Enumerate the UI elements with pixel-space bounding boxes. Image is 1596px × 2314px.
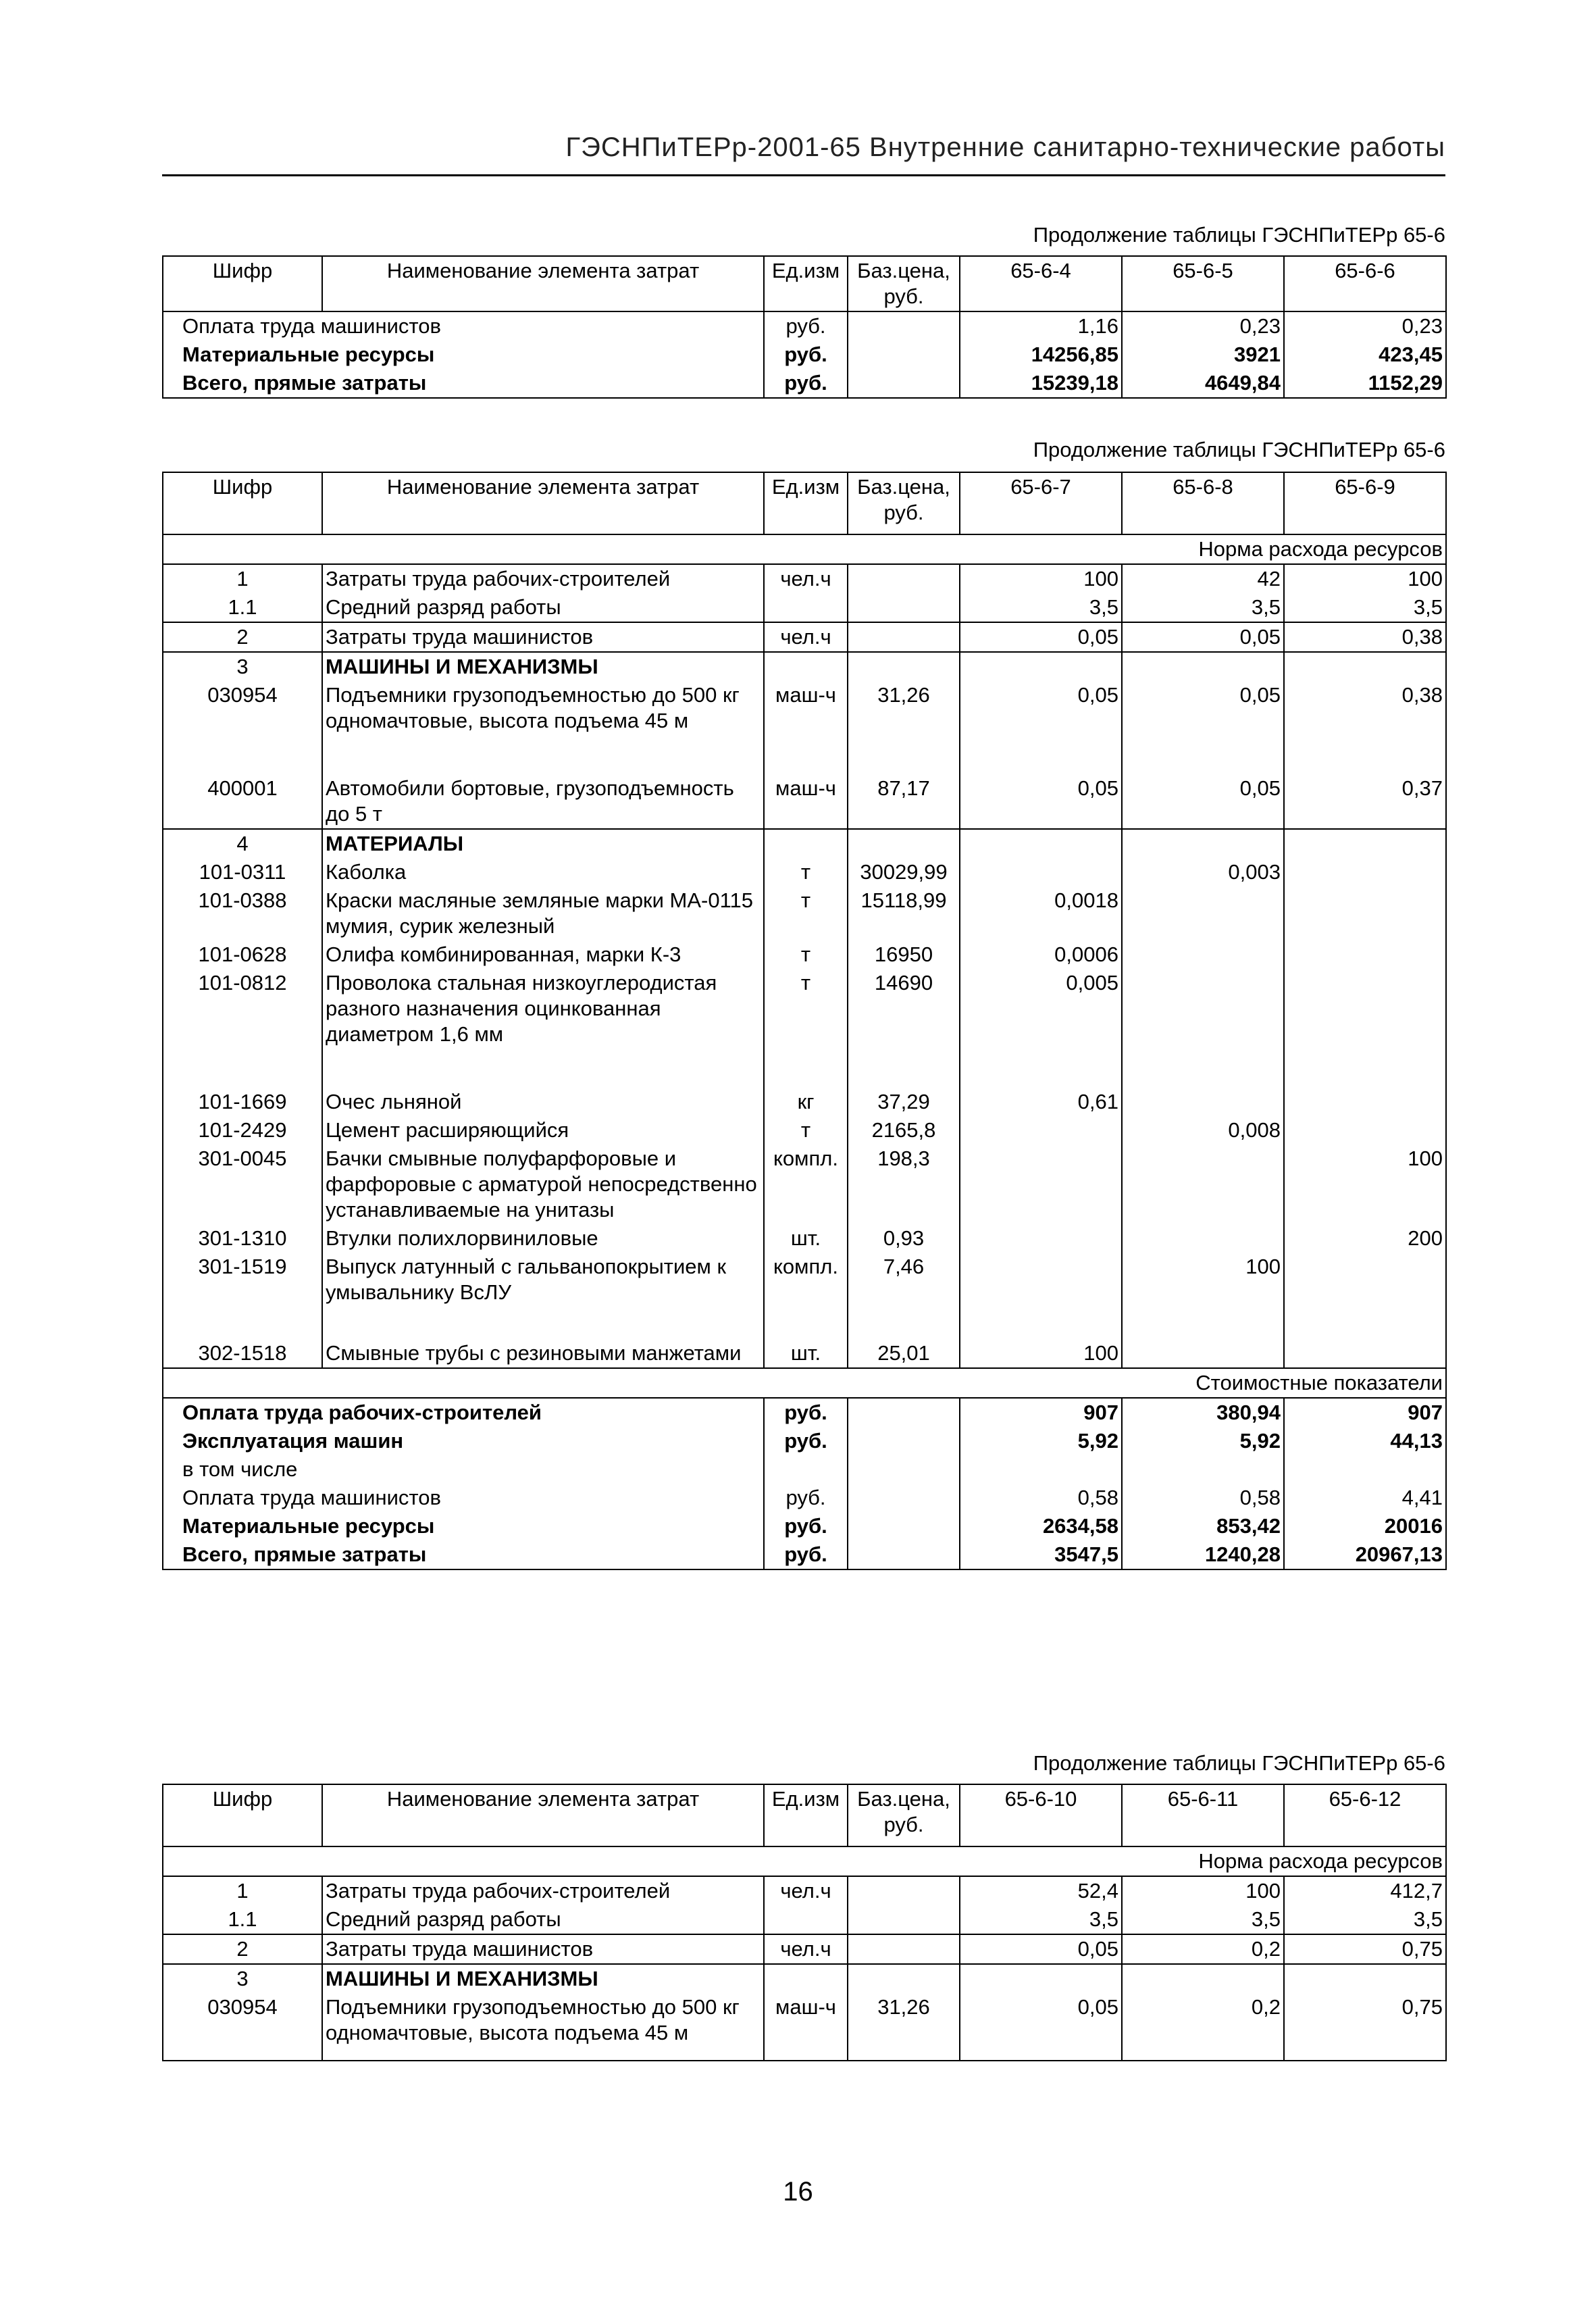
row-name: Подъемники грузоподъемностью до 500 кг одномачтовые, высота подъема 45 м bbox=[322, 681, 764, 774]
row-unit: руб. bbox=[764, 1484, 848, 1512]
row-value bbox=[1122, 940, 1284, 969]
row-value: 853,42 bbox=[1122, 1512, 1284, 1540]
row-value: 44,13 bbox=[1284, 1427, 1446, 1455]
norm-label: Норма расхода ресурсов bbox=[163, 1846, 1446, 1876]
row-value bbox=[1284, 858, 1446, 886]
row-price: 2165,8 bbox=[848, 1116, 960, 1145]
header-code: Шифр bbox=[163, 1784, 322, 1846]
row-value: 0,38 bbox=[1284, 622, 1446, 652]
row-code: 4 bbox=[163, 829, 322, 858]
row-unit bbox=[764, 593, 848, 622]
table-row bbox=[163, 1484, 1446, 1512]
table-row bbox=[163, 1339, 1446, 1368]
table-row bbox=[163, 1398, 1446, 1427]
row-value: 0,05 bbox=[960, 681, 1122, 774]
row-price bbox=[848, 1876, 960, 1905]
row-name: Оплата труда машинистов bbox=[163, 311, 764, 341]
table-row bbox=[163, 886, 1446, 940]
row-price: 37,29 bbox=[848, 1088, 960, 1116]
row-price: 16950 bbox=[848, 940, 960, 969]
row-unit: руб. bbox=[764, 311, 848, 341]
section-row bbox=[163, 652, 1446, 681]
header-col-2: 65-6-5 bbox=[1122, 256, 1284, 311]
row-unit: т bbox=[764, 858, 848, 886]
row-unit: чел.ч bbox=[764, 1934, 848, 1964]
row-code: 101-2429 bbox=[163, 1116, 322, 1145]
table1-header-row bbox=[163, 256, 1446, 311]
row-value: 3,5 bbox=[960, 1905, 1122, 1934]
row-value: 0,2 bbox=[1122, 1934, 1284, 1964]
row-value: 907 bbox=[960, 1398, 1122, 1427]
row-value: 0,23 bbox=[1284, 311, 1446, 341]
row-name: Подъемники грузоподъемностью до 500 кг одномачтовые, высота подъема 45 м bbox=[322, 1993, 764, 2061]
row-value: 0,58 bbox=[960, 1484, 1122, 1512]
row-value: 380,94 bbox=[1122, 1398, 1284, 1427]
row-value: 100 bbox=[1284, 564, 1446, 593]
row-name: Материальные ресурсы bbox=[163, 341, 764, 369]
row-value: 3,5 bbox=[1122, 593, 1284, 622]
row-unit: маш-ч bbox=[764, 1993, 848, 2061]
row-unit: компл. bbox=[764, 1145, 848, 1224]
cost-label: Стоимостные показатели bbox=[163, 1368, 1446, 1398]
row-code: 3 bbox=[163, 1964, 322, 1993]
row-unit: руб. bbox=[764, 369, 848, 398]
table-row bbox=[163, 1993, 1446, 2061]
table-row bbox=[163, 341, 1446, 369]
row-name: Затраты труда рабочих-строителей bbox=[322, 1876, 764, 1905]
row-code: 101-0311 bbox=[163, 858, 322, 886]
table-row bbox=[163, 1088, 1446, 1116]
table-row bbox=[163, 1116, 1446, 1145]
row-value bbox=[1122, 1224, 1284, 1253]
row-value: 15239,18 bbox=[960, 369, 1122, 398]
row-name: Цемент расширяющийся bbox=[322, 1116, 764, 1145]
table-row bbox=[163, 1427, 1446, 1455]
row-name: Всего, прямые затраты bbox=[163, 369, 764, 398]
row-unit: шт. bbox=[764, 1224, 848, 1253]
table-row bbox=[163, 622, 1446, 652]
row-value bbox=[1122, 1339, 1284, 1368]
row-value: 0,61 bbox=[960, 1088, 1122, 1116]
row-value: 100 bbox=[1122, 1876, 1284, 1905]
table-row bbox=[163, 1512, 1446, 1540]
row-name: Затраты труда рабочих-строителей bbox=[322, 564, 764, 593]
row-unit: компл. bbox=[764, 1253, 848, 1339]
row-value: 0,05 bbox=[1122, 681, 1284, 774]
row-value: 0,75 bbox=[1284, 1934, 1446, 1964]
row-value bbox=[1284, 1088, 1446, 1116]
row-value: 1,16 bbox=[960, 311, 1122, 341]
table2-header-row bbox=[163, 472, 1446, 534]
row-name: Эксплуатация машин bbox=[163, 1427, 764, 1455]
row-value: 412,7 bbox=[1284, 1876, 1446, 1905]
row-price: 7,46 bbox=[848, 1253, 960, 1339]
row-name: Средний разряд работы bbox=[322, 1905, 764, 1934]
row-code: 2 bbox=[163, 622, 322, 652]
header-col-2: 65-6-8 bbox=[1122, 472, 1284, 534]
table3 bbox=[162, 1784, 1447, 2061]
row-value: 907 bbox=[1284, 1398, 1446, 1427]
row-name: Материальные ресурсы bbox=[163, 1512, 764, 1540]
table-row bbox=[163, 681, 1446, 774]
row-value: 0,0006 bbox=[960, 940, 1122, 969]
row-code: 1 bbox=[163, 564, 322, 593]
page-header-title: ГЭСНПиТЕРр-2001-65 Внутренние санитарно-технические работы bbox=[565, 132, 1445, 162]
row-price: 15118,99 bbox=[848, 886, 960, 940]
row-code: 101-0628 bbox=[163, 940, 322, 969]
row-value: 3,5 bbox=[1284, 593, 1446, 622]
row-price: 30029,99 bbox=[848, 858, 960, 886]
row-code: 3 bbox=[163, 652, 322, 681]
row-value bbox=[1122, 1088, 1284, 1116]
row-value: 3,5 bbox=[1122, 1905, 1284, 1934]
row-price bbox=[848, 622, 960, 652]
row-unit: чел.ч bbox=[764, 1876, 848, 1905]
row-name: Затраты труда машинистов bbox=[322, 622, 764, 652]
section-row bbox=[163, 829, 1446, 858]
section-row bbox=[163, 1368, 1446, 1398]
table-row bbox=[163, 1540, 1446, 1569]
row-unit: т bbox=[764, 886, 848, 940]
row-price bbox=[848, 1934, 960, 1964]
row-name: Олифа комбинированная, марки К-3 bbox=[322, 940, 764, 969]
header-price: Баз.цена, руб. bbox=[848, 1784, 960, 1846]
header-col-1: 65-6-10 bbox=[960, 1784, 1122, 1846]
row-value bbox=[960, 1145, 1122, 1224]
row-code: 301-0045 bbox=[163, 1145, 322, 1224]
row-name: Очес льняной bbox=[322, 1088, 764, 1116]
row-value bbox=[960, 858, 1122, 886]
row-name: Краски масляные земляные марки МА-0115 мумия, сурик железный bbox=[322, 886, 764, 940]
row-price: 25,01 bbox=[848, 1339, 960, 1368]
row-unit: руб. bbox=[764, 1540, 848, 1569]
table-row bbox=[163, 593, 1446, 622]
row-value: 4649,84 bbox=[1122, 369, 1284, 398]
row-value: 0,05 bbox=[1122, 622, 1284, 652]
row-price: 14690 bbox=[848, 969, 960, 1088]
row-unit: кг bbox=[764, 1088, 848, 1116]
table-row bbox=[163, 1934, 1446, 1964]
row-unit bbox=[764, 1905, 848, 1934]
row-code: 101-1669 bbox=[163, 1088, 322, 1116]
row-name: МАШИНЫ И МЕХАНИЗМЫ bbox=[322, 1964, 764, 1993]
row-unit: т bbox=[764, 1116, 848, 1145]
row-value: 0,05 bbox=[960, 774, 1122, 829]
page-number: 16 bbox=[783, 2177, 813, 2207]
row-name: Втулки полихлорвиниловые bbox=[322, 1224, 764, 1253]
header-col-1: 65-6-7 bbox=[960, 472, 1122, 534]
row-value: 200 bbox=[1284, 1224, 1446, 1253]
row-price: 0,93 bbox=[848, 1224, 960, 1253]
row-value: 100 bbox=[1122, 1253, 1284, 1339]
row-code: 301-1519 bbox=[163, 1253, 322, 1339]
row-value: 5,92 bbox=[1122, 1427, 1284, 1455]
row-name: Оплата труда рабочих-строителей bbox=[163, 1398, 764, 1427]
row-value: 0,003 bbox=[1122, 858, 1284, 886]
row-code: 2 bbox=[163, 1934, 322, 1964]
row-name: Смывные трубы с резиновыми манжетами bbox=[322, 1339, 764, 1368]
header-name: Наименование элемента затрат bbox=[322, 472, 764, 534]
table-row bbox=[163, 564, 1446, 593]
row-name: МАШИНЫ И МЕХАНИЗМЫ bbox=[322, 652, 764, 681]
row-value: 42 bbox=[1122, 564, 1284, 593]
row-value: 423,45 bbox=[1284, 341, 1446, 369]
row-price: 31,26 bbox=[848, 1993, 960, 2061]
section-row bbox=[163, 534, 1446, 564]
table-row bbox=[163, 1224, 1446, 1253]
row-code: 101-0812 bbox=[163, 969, 322, 1088]
row-value: 0,23 bbox=[1122, 311, 1284, 341]
row-value: 0,008 bbox=[1122, 1116, 1284, 1145]
row-unit: т bbox=[764, 969, 848, 1088]
row-price: 198,3 bbox=[848, 1145, 960, 1224]
row-value: 20016 bbox=[1284, 1512, 1446, 1540]
header-code: Шифр bbox=[163, 256, 322, 311]
row-value bbox=[1284, 1253, 1446, 1339]
row-code: 030954 bbox=[163, 1993, 322, 2061]
header-divider bbox=[162, 174, 1445, 176]
row-value: 3547,5 bbox=[960, 1540, 1122, 1569]
row-name: Каболка bbox=[322, 858, 764, 886]
row-value: 1240,28 bbox=[1122, 1540, 1284, 1569]
row-value: 0,05 bbox=[1122, 774, 1284, 829]
row-unit: маш-ч bbox=[764, 774, 848, 829]
row-name: Бачки смывные полуфарфоровые и фарфоровые с арматурой непосредственно устанавливаемые на унитазы bbox=[322, 1145, 764, 1224]
table1-caption: Продолжение таблицы ГЭСНПиТЕРр 65-6 bbox=[1033, 223, 1445, 247]
table-row bbox=[163, 369, 1446, 398]
header-name: Наименование элемента затрат bbox=[322, 1784, 764, 1846]
row-value: 3921 bbox=[1122, 341, 1284, 369]
row-code: 1.1 bbox=[163, 593, 322, 622]
row-value: 14256,85 bbox=[960, 341, 1122, 369]
table3-caption: Продолжение таблицы ГЭСНПиТЕРр 65-6 bbox=[1033, 1751, 1445, 1775]
row-value bbox=[1122, 886, 1284, 940]
row-code: 030954 bbox=[163, 681, 322, 774]
row-value: 0,2 bbox=[1122, 1993, 1284, 2061]
row-value: 100 bbox=[1284, 1145, 1446, 1224]
row-unit: руб. bbox=[764, 341, 848, 369]
header-col-3: 65-6-9 bbox=[1284, 472, 1446, 534]
row-code: 1.1 bbox=[163, 1905, 322, 1934]
table2 bbox=[162, 472, 1447, 1570]
row-unit: чел.ч bbox=[764, 622, 848, 652]
row-code: 301-1310 bbox=[163, 1224, 322, 1253]
row-value bbox=[1122, 1145, 1284, 1224]
row-value: 52,4 bbox=[960, 1876, 1122, 1905]
row-value: 0,0018 bbox=[960, 886, 1122, 940]
row-price: 31,26 bbox=[848, 681, 960, 774]
row-value bbox=[1284, 1339, 1446, 1368]
row-value: 4,41 bbox=[1284, 1484, 1446, 1512]
row-code: 302-1518 bbox=[163, 1339, 322, 1368]
row-value: 0,75 bbox=[1284, 1993, 1446, 2061]
row-value bbox=[960, 1116, 1122, 1145]
table-row bbox=[163, 1455, 1446, 1484]
row-unit: шт. bbox=[764, 1339, 848, 1368]
table-row bbox=[163, 940, 1446, 969]
table-row bbox=[163, 1253, 1446, 1339]
row-unit: руб. bbox=[764, 1512, 848, 1540]
row-unit: руб. bbox=[764, 1398, 848, 1427]
norm-label: Норма расхода ресурсов bbox=[163, 534, 1446, 564]
header-col-3: 65-6-12 bbox=[1284, 1784, 1446, 1846]
header-unit: Ед.изм bbox=[764, 1784, 848, 1846]
row-name: Автомобили бортовые, грузоподъемность до 5 т bbox=[322, 774, 764, 829]
row-name: Всего, прямые затраты bbox=[163, 1540, 764, 1569]
header-code: Шифр bbox=[163, 472, 322, 534]
header-col-2: 65-6-11 bbox=[1122, 1784, 1284, 1846]
header-price: Баз.цена, руб. bbox=[848, 256, 960, 311]
row-value bbox=[1284, 969, 1446, 1088]
row-price bbox=[848, 593, 960, 622]
table-row bbox=[163, 311, 1446, 341]
row-code: 400001 bbox=[163, 774, 322, 829]
row-code: 1 bbox=[163, 1876, 322, 1905]
row-value: 100 bbox=[960, 1339, 1122, 1368]
row-price bbox=[848, 564, 960, 593]
row-value bbox=[1284, 886, 1446, 940]
row-value: 1152,29 bbox=[1284, 369, 1446, 398]
table-row bbox=[163, 1145, 1446, 1224]
row-name: Проволока стальная низкоуглеродистая разного назначения оцинкованная диаметром 1,6 мм bbox=[322, 969, 764, 1088]
row-value: 2634,58 bbox=[960, 1512, 1122, 1540]
row-name: Выпуск латунный с гальванопокрытием к умывальнику ВсЛУ bbox=[322, 1253, 764, 1339]
row-unit: т bbox=[764, 940, 848, 969]
row-price bbox=[848, 1905, 960, 1934]
row-value: 5,92 bbox=[960, 1427, 1122, 1455]
row-value bbox=[1122, 969, 1284, 1088]
row-value: 0,05 bbox=[960, 622, 1122, 652]
row-unit: маш-ч bbox=[764, 681, 848, 774]
table-row bbox=[163, 1876, 1446, 1905]
row-value: 0,005 bbox=[960, 969, 1122, 1088]
row-value bbox=[1284, 1116, 1446, 1145]
row-value bbox=[1284, 940, 1446, 969]
row-value: 0,58 bbox=[1122, 1484, 1284, 1512]
header-price: Баз.цена, руб. bbox=[848, 472, 960, 534]
row-name: Оплата труда машинистов bbox=[163, 1484, 764, 1512]
table-row bbox=[163, 774, 1446, 829]
row-name: Затраты труда машинистов bbox=[322, 1934, 764, 1964]
row-code: 101-0388 bbox=[163, 886, 322, 940]
row-value: 100 bbox=[960, 564, 1122, 593]
table2-caption: Продолжение таблицы ГЭСНПиТЕРр 65-6 bbox=[1033, 438, 1445, 461]
header-unit: Ед.изм bbox=[764, 256, 848, 311]
table1 bbox=[162, 255, 1447, 399]
row-name: Средний разряд работы bbox=[322, 593, 764, 622]
table-row bbox=[163, 1905, 1446, 1934]
row-price: 87,17 bbox=[848, 774, 960, 829]
row-value: 3,5 bbox=[1284, 1905, 1446, 1934]
header-name: Наименование элемента затрат bbox=[322, 256, 764, 311]
row-value: 3,5 bbox=[960, 593, 1122, 622]
row-value: 20967,13 bbox=[1284, 1540, 1446, 1569]
section-row bbox=[163, 1964, 1446, 1993]
table-row bbox=[163, 858, 1446, 886]
row-value: 0,38 bbox=[1284, 681, 1446, 774]
row-unit: руб. bbox=[764, 1427, 848, 1455]
row-name: МАТЕРИАЛЫ bbox=[322, 829, 764, 858]
header-col-1: 65-6-4 bbox=[960, 256, 1122, 311]
section-row bbox=[163, 1846, 1446, 1876]
row-value bbox=[960, 1224, 1122, 1253]
row-value: 0,37 bbox=[1284, 774, 1446, 829]
table3-header-row bbox=[163, 1784, 1446, 1846]
row-value bbox=[960, 1253, 1122, 1339]
header-col-3: 65-6-6 bbox=[1284, 256, 1446, 311]
row-unit: чел.ч bbox=[764, 564, 848, 593]
table-row bbox=[163, 969, 1446, 1088]
row-value: 0,05 bbox=[960, 1993, 1122, 2061]
header-unit: Ед.изм bbox=[764, 472, 848, 534]
row-name: в том числе bbox=[163, 1455, 764, 1484]
row-value: 0,05 bbox=[960, 1934, 1122, 1964]
